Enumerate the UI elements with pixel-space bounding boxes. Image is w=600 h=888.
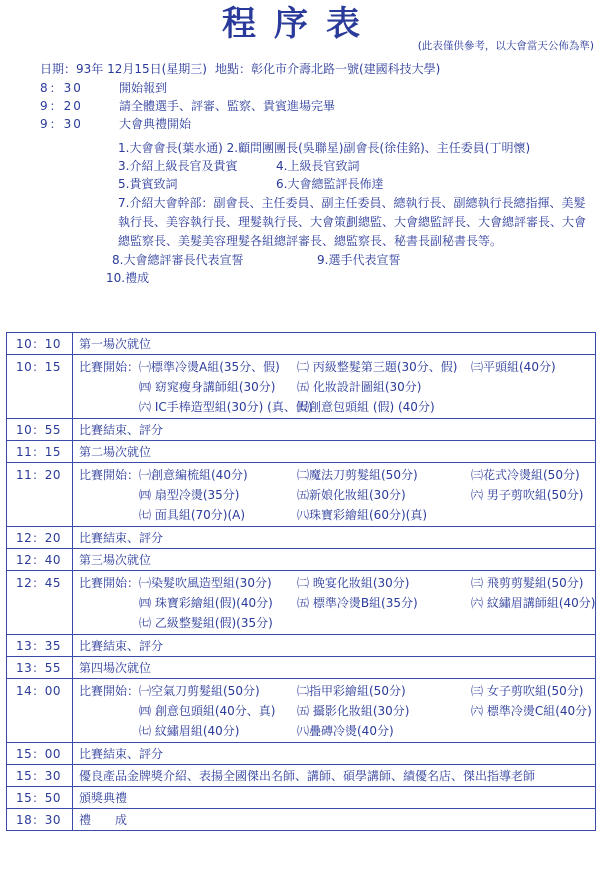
schedule-content — [73, 657, 596, 679]
schedule-line — [79, 766, 589, 786]
schedule-row — [7, 571, 596, 635]
schedule-entry: 禮 成 — [79, 812, 128, 827]
pre-item: 請全體選手、評審、監察、貴賓進場完畢 — [119, 99, 336, 113]
schedule-time: 11：20 — [7, 463, 73, 527]
pre-time: 9：20 — [40, 99, 83, 113]
schedule-time: 18：30 — [7, 809, 73, 831]
ceremony-line — [118, 157, 598, 175]
schedule-row — [7, 463, 596, 527]
page-title: 程序表 — [222, 4, 378, 44]
schedule-row — [7, 809, 596, 831]
schedule-line — [79, 420, 589, 440]
schedule-entry: 比賽結束、評分 — [79, 530, 164, 545]
pre-schedule-row — [40, 79, 600, 97]
pre-item: 大會典禮開始 — [119, 117, 192, 131]
schedule-row — [7, 355, 596, 419]
pre-time: 9：30 — [40, 117, 83, 131]
pre-time: 8：30 — [40, 81, 83, 95]
schedule-entry: 優良產品金牌獎介紹、表揚全國傑出名師、講師、碩學講師、績優名店、傑出指導老師 — [79, 768, 536, 783]
schedule-time: 12：20 — [7, 527, 73, 549]
ceremony-line — [118, 175, 598, 193]
schedule-row — [7, 679, 596, 743]
ceremony-line — [112, 251, 598, 269]
schedule-entry: 比賽結束、評分 — [79, 422, 164, 437]
schedule-entry: ㈤ 攝影化妝組(30分) — [297, 703, 410, 718]
schedule-content — [73, 743, 596, 765]
schedule-content — [73, 635, 596, 657]
schedule-time: 14：00 — [7, 679, 73, 743]
schedule-row — [7, 787, 596, 809]
schedule-line — [79, 334, 589, 354]
schedule-content — [73, 765, 596, 787]
schedule-entry: ㈤ 化妝設計圖組(30分) — [297, 379, 422, 394]
ceremony-item: 6.大會總監評長佈達 — [276, 177, 384, 192]
schedule-entry: ㈤ 標準冷燙B組(35分) — [297, 595, 418, 610]
schedule-entry: 比賽開始：㈠標準冷燙A組(35分、假) — [79, 359, 280, 374]
schedule-time: 15：50 — [7, 787, 73, 809]
pre-schedule-row — [40, 97, 600, 115]
schedule-content — [73, 355, 596, 419]
schedule-entry: ㈧珠寶彩繪組(60分)(真) — [297, 507, 427, 522]
schedule-entry: 比賽開始：㈠染髮吹風造型組(30分) — [79, 575, 272, 590]
schedule-time: 15：30 — [7, 765, 73, 787]
schedule-entry: 比賽開始：㈠創意編梳組(40分) — [79, 467, 248, 482]
schedule-entry: ㈡魔法刀剪髮組(50分) — [297, 467, 418, 482]
schedule-entry: ㈡ 晚宴化妝組(30分) — [297, 575, 410, 590]
schedule-entry: ㈢ 飛剪剪髮組(50分) — [471, 575, 584, 590]
schedule-content — [73, 527, 596, 549]
ceremony-item: 4.上級長官致詞 — [276, 159, 360, 174]
schedule-entry: ㈢ 女子剪吹組(50分) — [471, 683, 584, 698]
schedule-entry: 第一場次就位 — [79, 336, 152, 351]
schedule-entry: 比賽結束、評分 — [79, 638, 164, 653]
schedule-entry: ㈣ 創意包頭組(40分、真) — [139, 703, 276, 718]
schedule-entry: ㈣ 扇型冷燙(35分) — [139, 487, 240, 502]
schedule-entry: ㈥ 男子剪吹組(50分) — [471, 487, 584, 502]
schedule-content — [73, 549, 596, 571]
schedule-entry: ㈡指甲彩繪組(50分) — [297, 683, 406, 698]
schedule-line — [79, 613, 589, 633]
schedule-entry: ㈦創意包頭組 (假) (40分) — [297, 399, 435, 414]
ceremony-items — [106, 139, 598, 287]
schedule-time: 15：00 — [7, 743, 73, 765]
schedule-entry: 第三場次就位 — [79, 552, 152, 567]
schedule-line — [79, 505, 589, 525]
schedule-time: 10：10 — [7, 333, 73, 355]
schedule-row — [7, 743, 596, 765]
schedule-line — [79, 573, 589, 593]
ceremony-item: 3.介紹上級長官及貴賓 — [118, 159, 238, 174]
schedule-line — [79, 397, 589, 417]
schedule-content — [73, 787, 596, 809]
schedule-entry: ㈡ 丙級整髮第三題(30分、假) — [297, 359, 458, 374]
schedule-content — [73, 419, 596, 441]
schedule-row — [7, 765, 596, 787]
schedule-line — [79, 377, 589, 397]
schedule-entry: ㈤新娘化妝組(30分) — [297, 487, 406, 502]
schedule-line — [79, 528, 589, 548]
schedule-content — [73, 463, 596, 527]
ceremony-item: 5.貴賓致詞 — [118, 177, 178, 192]
schedule-entry: ㈥ 紋繡眉講師組(40分) — [471, 595, 596, 610]
schedule-entry: ㈢花式冷燙組(50分) — [471, 467, 580, 482]
schedule-entry: 比賽開始：㈠空氣刀剪髮組(50分) — [79, 683, 260, 698]
schedule-content — [73, 679, 596, 743]
schedule-line — [79, 658, 589, 678]
schedule-entry: ㈣ 珠寶彩繪組(假)(40分) — [139, 595, 273, 610]
title-note: (此表僅供參考，以大會當天公佈為準) — [417, 40, 594, 52]
schedule-line — [79, 721, 589, 741]
pre-item: 開始報到 — [119, 81, 168, 95]
schedule-line — [79, 681, 589, 701]
schedule-time: 12：45 — [7, 571, 73, 635]
ceremony-item: 7.介紹大會幹部：副會長、主任委員、副主任委員、總執行長、副總執行長總指揮、美髮執行長、美容執行長、理髮執行長、大會策劃總監、大會總監評長、大會總評審長、大會總監察長、美髮美容理髮各組總評審長、總監察長、秘書長副秘書長等。 — [118, 195, 587, 248]
schedule-entry: ㈢平頭組(40分) — [471, 359, 556, 374]
schedule-time: 12：40 — [7, 549, 73, 571]
schedule-time: 11：15 — [7, 441, 73, 463]
schedule-time: 10：55 — [7, 419, 73, 441]
schedule-entry: ㈣ 窈窕瘦身講師組(30分) — [139, 379, 276, 394]
schedule-line — [79, 442, 589, 462]
schedule-line — [79, 636, 589, 656]
schedule-row — [7, 441, 596, 463]
schedule-line — [79, 701, 592, 721]
event-place: 地點：彰化市介壽北路一號(建國科技大學) — [215, 62, 441, 76]
schedule-entry: ㈦ 紋繡眉組(40分) — [139, 723, 240, 738]
schedule-row — [7, 527, 596, 549]
schedule-line — [79, 788, 589, 808]
pre-schedule — [40, 79, 600, 133]
schedule-time: 13：35 — [7, 635, 73, 657]
schedule-entry: ㈦ 乙級整髮組(假)(35分) — [139, 615, 273, 630]
schedule-content — [73, 809, 596, 831]
ceremony-item: 8.大會總評審長代表宣誓 — [112, 252, 244, 267]
competition-schedule-table — [6, 332, 596, 831]
schedule-line — [79, 550, 589, 570]
schedule-time: 13：55 — [7, 657, 73, 679]
schedule-entry: ㈥ 標準冷燙C組(40分) — [471, 703, 592, 718]
pre-schedule-row — [40, 115, 600, 133]
schedule-line — [79, 593, 596, 613]
schedule-line — [79, 465, 589, 485]
event-date: 日期：93年 12月15日(星期三) — [40, 62, 207, 76]
schedule-content — [73, 333, 596, 355]
schedule-row — [7, 549, 596, 571]
schedule-row — [7, 333, 596, 355]
schedule-entry: ㈦ 面具組(70分)(A) — [139, 507, 246, 522]
ceremony-item: 10.禮成 — [106, 270, 150, 285]
schedule-entry: ㈥ IC手棒造型組(30分) (真、假) — [139, 399, 313, 414]
ceremony-line: 1.大會會長(葉水通) 2.顧問團團長(吳聯星)副會長(徐佳銘)、主任委員(丁明懷) — [118, 141, 531, 155]
schedule-entry: 第四場次就位 — [79, 660, 152, 675]
schedule-row — [7, 635, 596, 657]
schedule-entry: 第二場次就位 — [79, 444, 152, 459]
schedule-row — [7, 419, 596, 441]
schedule-content — [73, 571, 596, 635]
schedule-entry: ㈧疊磚冷燙(40分) — [297, 723, 394, 738]
schedule-content — [73, 441, 596, 463]
schedule-row — [7, 657, 596, 679]
schedule-entry: 比賽結束、評分 — [79, 746, 164, 761]
schedule-line — [79, 810, 589, 830]
schedule-line — [79, 485, 589, 505]
schedule-line — [79, 744, 589, 764]
ceremony-item: 9.選手代表宣誓 — [317, 252, 401, 267]
schedule-time: 10：15 — [7, 355, 73, 419]
schedule-line — [79, 357, 589, 377]
schedule-entry: 頒獎典禮 — [79, 790, 128, 805]
event-info — [40, 60, 440, 78]
